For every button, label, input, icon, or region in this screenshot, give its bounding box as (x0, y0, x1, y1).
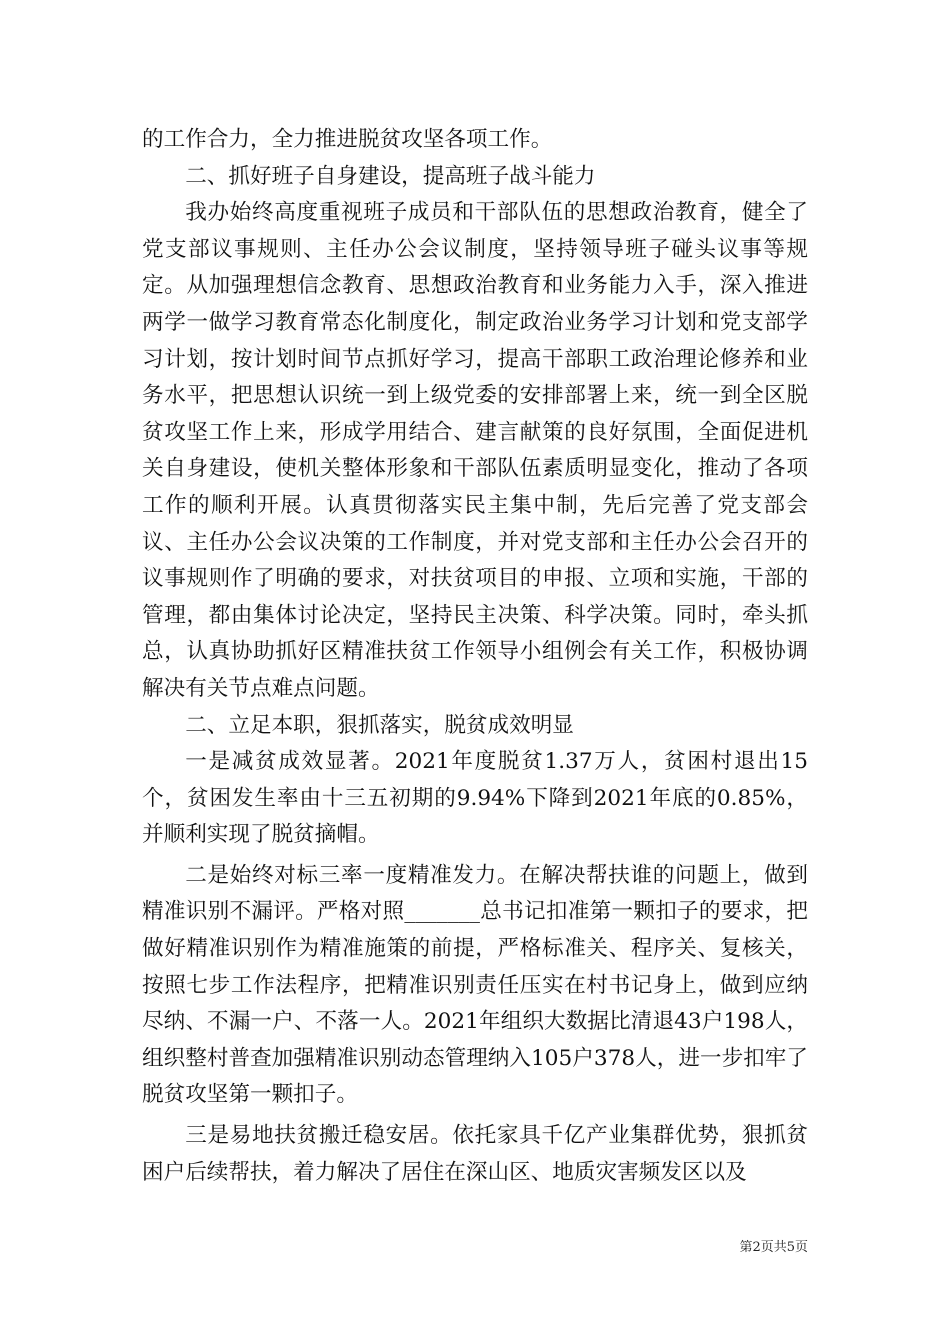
paragraph-poverty-reduction: 一是减贫成效显著。2021年度脱贫1.37万人，贫困村退出15个，贫困发生率由十三五初期的9.94%下降到2021年底的0.85%，并顺利实现了脱贫摘帽。 (142, 749, 808, 848)
paragraph-continuation: 的工作合力，全力推进脱贫攻坚各项工作。 (142, 127, 553, 152)
document-body (142, 122, 808, 1191)
paragraph-precise-identification: 二是始终对标三率一度精准发力。在解决帮扶谁的问题上，做到精准识别不漏评。严格对照_______总书记扣准第一颗扣子的要求，把做好精准识别作为精准施策的前提，严格标准关、程序关、复核关，按照七步工作法程序，把精准识别责任压实在村书记身上，做到应纳尽纳、不漏一户、不落一人。2021年组织大数据比清退43户198人，组织整村普查加强精准识别动态管理纳入105户378人，进一步扣牢了脱贫攻坚第一颗扣子。 (142, 862, 808, 1108)
paragraph-relocation: 三是易地扶贫搬迁稳安居。依托家具千亿产业集群优势，狠抓贫困户后续帮扶，着力解决了居住在深山区、地质灾害频发区以及 (142, 1123, 808, 1185)
page-number-footer (739, 1240, 808, 1256)
page-number-label: 第2页共5页 (739, 1240, 808, 1255)
section-heading-poverty-results: 二、立足本职，狠抓落实，脱贫成效明显 (185, 712, 574, 738)
section-heading-team-building: 二、抓好班子自身建设，提高班子战斗能力 (185, 163, 596, 189)
paragraph-team-building: 我办始终高度重视班子成员和干部队伍的思想政治教育，健全了党支部议事规则、主任办公会议制度，坚持领导班子碰头议事等规定。从加强理想信念教育、思想政治教育和业务能力入手，深入推进两学一做学习教育常态化制度化，制定政治业务学习计划和党支部学习计划，按计划时间节点抓好学习，提高干部职工政治理论修养和业务水平，把思想认识统一到上级党委的安排部署上来，统一到全区脱贫攻坚工作上来，形成学用结合、建言献策的良好氛围，全面促进机关自身建设，使机关整体形象和干部队伍素质明显变化，推动了各项工作的顺利开展。认真贯彻落实民主集中制，先后完善了党支部会议、主任办公会议决策的工作制度，并对党支部和主任办公会召开的议事规则作了明确的要求，对扶贫项目的申报、立项和实施，干部的管理，都由集体讨论决定，坚持民主决策、科学决策。同时，牵头抓总，认真协助抓好区精准扶贫工作领导小组例会有关工作，积极协调解决有关节点难点问题。 (142, 200, 808, 701)
